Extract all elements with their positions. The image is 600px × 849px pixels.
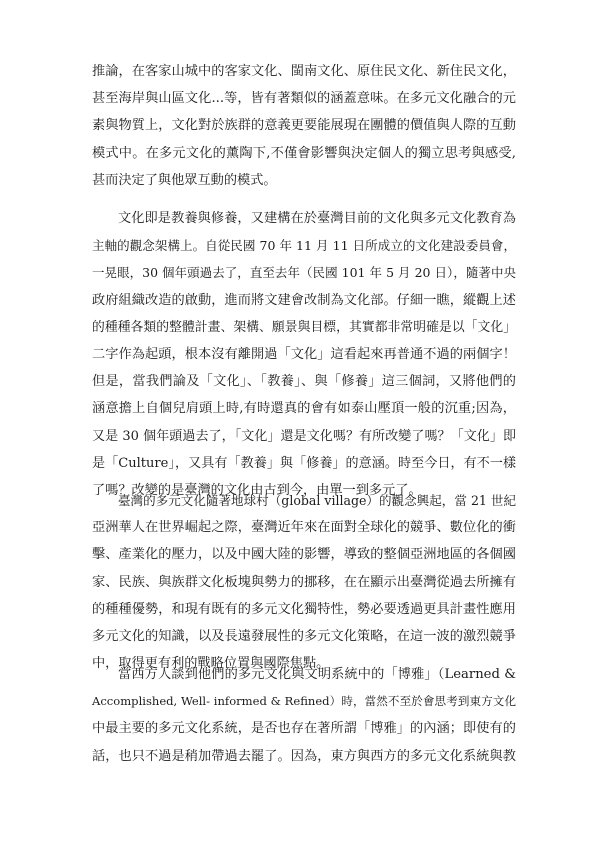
text-line: 中，取得更有利的戰略位置與國際焦點。	[92, 656, 330, 672]
text-line: 主軸的觀念架構上。自從民國 70 年 11 月 11 日所成立的文化建設委員會，	[92, 238, 516, 254]
text-line: 的種種優勢，和現有既有的多元文化獨特性，勢必要透過更具計畫性應用	[92, 601, 516, 617]
paragraph	[92, 487, 516, 677]
text-line: 素與物質上，文化對於族群的意義更要能展現在團體的價值與人際的互動	[92, 118, 516, 134]
paragraph	[92, 205, 516, 504]
text-line: 但是，當我們論及「文化」、「教養」、與「修養」這三個詞，又將他們的	[92, 374, 516, 390]
text-line: 模式中。在多元文化的薰陶下,不僅會影響與決定個人的獨立思考與感受,	[92, 145, 516, 161]
text-line: 擊、產業化的壓力，以及中國大陸的影響，導致的整個亞洲地區的各個國	[92, 547, 516, 563]
paragraph	[92, 58, 516, 194]
text-line: 的種種各類的整體計畫、架構、願景與目標，其實都非常明確是以「文化」	[92, 319, 516, 335]
text-line: 甚而決定了與他眾互動的模式。	[92, 172, 277, 188]
text-line: 甚至海岸與山區文化...等，皆有著類似的涵蓋意味。在多元文化融合的元	[92, 91, 516, 107]
text-line: 多元文化的知識，以及長遠發展性的多元文化策略，在這一波的激烈競爭	[92, 628, 516, 644]
text-line: 二字作為起頭，根本沒有離開過「文化」這看起來再普通不過的兩個字！	[92, 346, 516, 362]
text-line: 了嗎？改變的是臺灣的文化由古到今，由單一到多元了。	[92, 482, 422, 498]
text-line: 是「Culture」，又具有「教養」與「修養」的意涵。時至今日，有不一樣	[92, 455, 516, 471]
text-line: 政府組織改造的啟動，進而將文建會改制為文化部。仔細一瞧，縱觀上述	[92, 292, 516, 308]
text-line: 又是 30 個年頭過去了，「文化」還是文化嗎？有所改變了嗎？「文化」即	[92, 428, 516, 444]
text-line: 一晃眼，30 個年頭過去了，直至去年（民國 101 年 5 月 20 日），隨著中央	[92, 265, 516, 281]
text-line: 亞洲華人在世界崛起之際，臺灣近年來在面對全球化的競爭、數位化的衝	[92, 520, 516, 536]
text-line: 推論，在客家山城中的客家文化、閩南文化、原住民文化、新住民文化，	[92, 64, 516, 79]
text-line: 文化即是教養與修養，又建構在於臺灣目前的文化與多元文化教育為	[118, 211, 516, 226]
text-line: 家、民族、與族群文化板塊與勢力的挪移，在在顯示出臺灣從過去所擁有	[92, 574, 516, 590]
text-line: 中最主要的多元文化系統，是否也存在著所謂「博雅」的內涵；即使有的	[92, 721, 516, 737]
text-line: 話，也只不過是稍加帶過去罷了。因為，東方與西方的多元文化系統與教	[92, 748, 516, 764]
text-line: 當西方人談到他們的多元文化與文明系統中的「博雅」（Learned &	[118, 667, 516, 682]
text-line: 涵意擔上自個兒肩頭上時,有時還真的會有如泰山壓頂一般的沉重;因為，	[92, 401, 516, 417]
text-line: Accomplished, Well- informed & Refined）時，當然不至於會思考到東方文化	[92, 694, 516, 709]
text-line: 臺灣的多元文化隨著地球村（global village）的觀念興起，當 21 世紀	[118, 493, 516, 508]
paragraph	[92, 661, 516, 770]
